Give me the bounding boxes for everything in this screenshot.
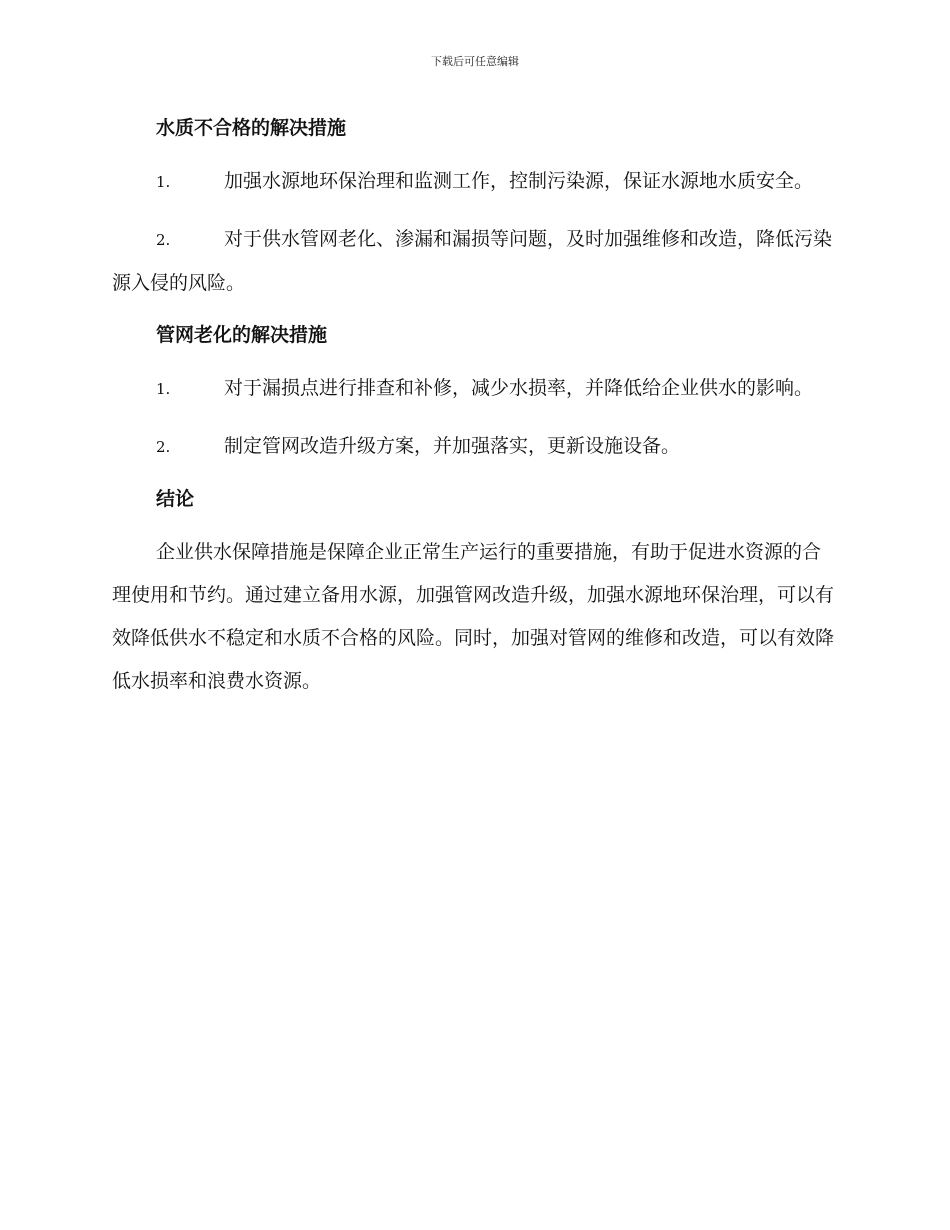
section-heading-water-quality: 水质不合格的解决措施 — [156, 117, 347, 139]
list-item-text: 加强水源地环保治理和监测工作，控制污染源，保证水源地水质安全。 — [224, 170, 814, 192]
list-item-text: 对于供水管网老化、渗漏和漏损等问题，及时加强维修和改造，降低污染源入侵的风险。 — [112, 228, 833, 294]
list-item — [112, 160, 834, 204]
section-heading-conclusion: 结论 — [156, 488, 195, 510]
section-heading-pipe-aging: 管网老化的解决措施 — [156, 324, 328, 346]
list-item-number: 1. — [156, 380, 171, 398]
document-body — [112, 108, 834, 703]
list-item-number: 2. — [156, 438, 171, 456]
list-item-number: 2. — [156, 231, 171, 249]
list-item-text: 对于漏损点进行排查和补修，减少水损率，并降低给企业供水的影响。 — [224, 377, 814, 399]
page-header-note: 下载后可任意编辑 — [431, 55, 519, 68]
list-item — [112, 425, 834, 469]
list-item — [112, 367, 834, 411]
conclusion-paragraph: 企业供水保障措施是保障企业正常生产运行的重要措施，有助于促进水资源的合理使用和节约。通过建立备用水源，加强管网改造升级，加强水源地环保治理，可以有效降低供水不稳定和水质不合格的风险。同时，加强对管网的维修和改造，可以有效降低水损率和浪费水资源。 — [112, 541, 835, 692]
list-item — [112, 218, 834, 305]
list-item-text: 制定管网改造升级方案，并加强落实，更新设施设备。 — [224, 435, 681, 457]
list-item-number: 1. — [156, 173, 171, 191]
